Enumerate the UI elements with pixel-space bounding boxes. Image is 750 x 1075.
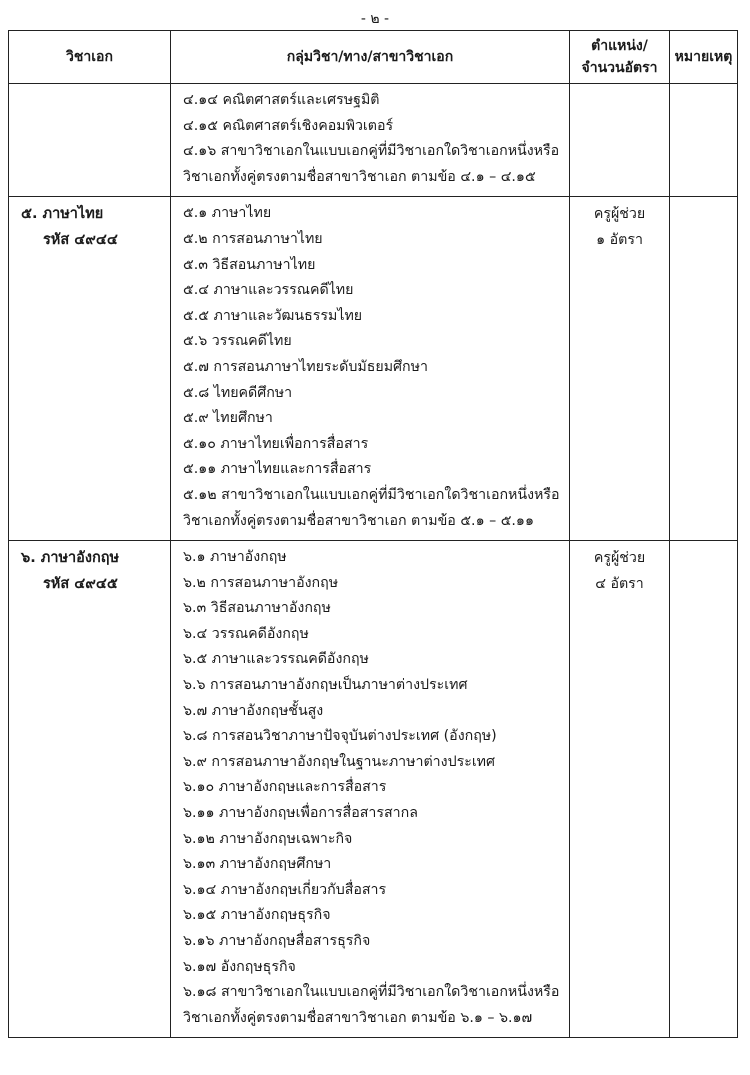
list-item: ๕.๑ ภาษาไทย <box>183 205 272 222</box>
list-item: ๖.๑๐ ภาษาอังกฤษและการสื่อสาร <box>183 779 387 796</box>
list-item: ๖.๙ การสอนภาษาอังกฤษในฐานะภาษาต่างประเทศ <box>183 753 496 770</box>
table-row-section6 <box>9 541 738 1038</box>
section5-items-cell <box>171 197 570 541</box>
list-item: ๔.๑๖ สาขาวิชาเอกในแบบเอกคู่ที่มีวิชาเอกใดวิชาเอกหนึ่งหรือ <box>183 143 560 160</box>
header-position-line2: จำนวนอัตรา <box>581 60 658 76</box>
section6-count: ๔ อัตรา <box>595 575 644 592</box>
list-item: ๕.๓ วิธีสอนภาษาไทย <box>183 256 316 273</box>
list-item: ๖.๑๓ ภาษาอังกฤษศึกษา <box>183 856 332 873</box>
list-item: ๔.๑๔ คณิตศาสตร์และเศรษฐมิติ <box>183 92 380 108</box>
section6-name: ๖. ภาษาอังกฤษ <box>21 550 120 567</box>
header-subject: วิชาเอก <box>9 31 171 84</box>
list-item: ๔.๑๕ คณิตศาสตร์เชิงคอมพิวเตอร์ <box>183 117 394 134</box>
table-header-row <box>9 31 738 84</box>
list-item: วิชาเอกทั้งคู่ตรงตามชื่อสาขาวิชาเอก ตามข้อ ๔.๑ – ๔.๑๕ <box>183 168 536 185</box>
page-number: - ๒ - <box>360 11 390 27</box>
section5-note-cell <box>670 197 738 541</box>
list-item: ๖.๑๕ ภาษาอังกฤษธุรกิจ <box>183 907 331 924</box>
list-item: ๕.๖ วรรณคดีไทย <box>183 333 292 350</box>
section5-code: รหัส ๔๙๔๔ <box>43 231 118 248</box>
header-note: หมายเหตุ <box>670 31 738 84</box>
section4-note-cell <box>670 84 738 197</box>
section4-position-cell <box>570 84 670 197</box>
list-item: ๖.๑๗ อังกฤษธุรกิจ <box>183 958 296 975</box>
subject-table <box>8 30 738 1038</box>
section6-position-cell <box>570 541 670 1038</box>
section5-name: ๕. ภาษาไทย <box>21 206 104 223</box>
list-item: ๖.๘ การสอนวิชาภาษาปัจจุบันต่างประเทศ (อังกฤษ) <box>183 728 497 745</box>
list-item: ๖.๖ การสอนภาษาอังกฤษเป็นภาษาต่างประเทศ <box>183 677 468 694</box>
list-item: ๖.๑๑ ภาษาอังกฤษเพื่อการสื่อสารสากล <box>183 805 418 822</box>
section6-code: รหัส ๔๙๔๕ <box>43 575 118 592</box>
section6-note-cell <box>670 541 738 1038</box>
list-item: ๕.๗ การสอนภาษาไทยระดับมัธยมศึกษา <box>183 358 428 375</box>
list-item: ๖.๑ ภาษาอังกฤษ <box>183 549 287 566</box>
section6-subject-cell <box>9 541 171 1038</box>
section6-items-cell <box>171 541 570 1038</box>
section5-position-cell <box>570 197 670 541</box>
list-item: ๕.๒ การสอนภาษาไทย <box>183 230 323 247</box>
list-item: ๖.๑๒ ภาษาอังกฤษเฉพาะกิจ <box>183 830 353 847</box>
list-item: ๖.๓ วิธีสอนภาษาอังกฤษ <box>183 600 331 617</box>
section5-count: ๑ อัตรา <box>596 231 643 248</box>
list-item: ๕.๑๑ ภาษาไทยและการสื่อสาร <box>183 461 372 478</box>
list-item: ๕.๑๐ ภาษาไทยเพื่อการสื่อสาร <box>183 435 369 452</box>
list-item: ๕.๘ ไทยคดีศึกษา <box>183 384 293 401</box>
section5-subject-cell <box>9 197 171 541</box>
section4-items-cell <box>171 84 570 197</box>
header-position-line1: ตำแหน่ง/ <box>591 38 648 54</box>
table-row-section5 <box>9 197 738 541</box>
list-item: ๖.๕ ภาษาและวรรณคดีอังกฤษ <box>183 651 369 668</box>
list-item: วิชาเอกทั้งคู่ตรงตามชื่อสาขาวิชาเอก ตามข้อ ๖.๑ – ๖.๑๗ <box>183 1009 533 1026</box>
list-item: ๕.๔ ภาษาและวรรณคดีไทย <box>183 282 354 299</box>
list-item: ๖.๑๔ ภาษาอังกฤษเกี่ยวกับสื่อสาร <box>183 881 387 898</box>
header-position <box>570 31 670 84</box>
list-item: ๖.๑๘ สาขาวิชาเอกในแบบเอกคู่ที่มีวิชาเอกใดวิชาเอกหนึ่งหรือ <box>183 984 560 1001</box>
list-item: ๖.๑๖ ภาษาอังกฤษสื่อสารธุรกิจ <box>183 933 371 949</box>
list-item: ๖.๔ วรรณคดีอังกฤษ <box>183 625 309 642</box>
section5-position: ครูผู้ช่วย <box>593 206 646 223</box>
section6-position: ครูผู้ช่วย <box>593 550 646 567</box>
list-item: ๕.๙ ไทยศึกษา <box>183 410 273 427</box>
list-item: วิชาเอกทั้งคู่ตรงตามชื่อสาขาวิชาเอก ตามข้อ ๕.๑ – ๕.๑๑ <box>183 512 534 529</box>
list-item: ๖.๗ ภาษาอังกฤษชั้นสูง <box>183 702 324 719</box>
table-row-section4 <box>9 84 738 197</box>
list-item: ๕.๕ ภาษาและวัฒนธรรมไทย <box>183 307 363 324</box>
list-item: ๕.๑๒ สาขาวิชาเอกในแบบเอกคู่ที่มีวิชาเอกใดวิชาเอกหนึ่งหรือ <box>183 486 560 503</box>
header-group: กลุ่มวิชา/ทาง/สาขาวิชาเอก <box>171 31 570 84</box>
section4-subject-cell <box>9 84 171 197</box>
list-item: ๖.๒ การสอนภาษาอังกฤษ <box>183 574 339 591</box>
